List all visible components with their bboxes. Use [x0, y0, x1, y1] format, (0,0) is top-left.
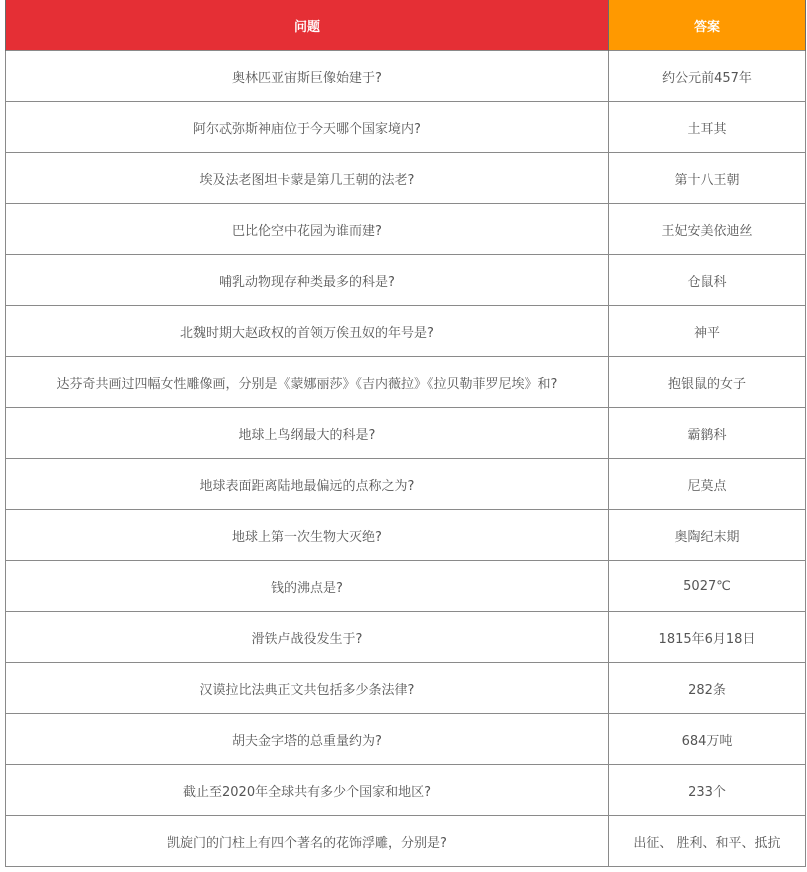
table-row — [6, 459, 806, 510]
table-row — [6, 306, 806, 357]
question-cell: 凯旋门的门柱上有四个著名的花饰浮雕，分别是? — [6, 816, 609, 867]
question-cell: 达芬奇共画过四幅女性雕像画，分别是《蒙娜丽莎》《吉内薇拉》《拉贝勒菲罗尼埃》和? — [6, 357, 609, 408]
answer-cell: 282条 — [609, 663, 806, 714]
table-body — [6, 51, 806, 867]
answer-cell: 尼莫点 — [609, 459, 806, 510]
answer-cell: 684万吨 — [609, 714, 806, 765]
answer-cell: 出征、 胜利、和平、抵抗 — [609, 816, 806, 867]
answer-cell: 土耳其 — [609, 102, 806, 153]
qa-table — [5, 0, 806, 867]
table-row — [6, 153, 806, 204]
question-cell: 哺乳动物现存种类最多的科是? — [6, 255, 609, 306]
answer-cell: 王妃安美依迪丝 — [609, 204, 806, 255]
answer-cell: 5027℃ — [609, 561, 806, 612]
answer-cell: 奥陶纪末期 — [609, 510, 806, 561]
answer-cell: 233个 — [609, 765, 806, 816]
table-row — [6, 714, 806, 765]
answer-cell: 神平 — [609, 306, 806, 357]
answer-cell: 霸鹟科 — [609, 408, 806, 459]
question-cell: 截止至2020年全球共有多少个国家和地区? — [6, 765, 609, 816]
answer-cell: 约公元前457年 — [609, 51, 806, 102]
table-row — [6, 510, 806, 561]
question-cell: 北魏时期大赵政权的首领万俟丑奴的年号是? — [6, 306, 609, 357]
question-cell: 阿尔忒弥斯神庙位于今天哪个国家境内? — [6, 102, 609, 153]
question-cell: 钱的沸点是? — [6, 561, 609, 612]
table-row — [6, 816, 806, 867]
answer-cell: 第十八王朝 — [609, 153, 806, 204]
question-cell: 巴比伦空中花园为谁而建? — [6, 204, 609, 255]
answer-column-header: 答案 — [609, 0, 806, 51]
question-cell: 奥林匹亚宙斯巨像始建于? — [6, 51, 609, 102]
table-row — [6, 765, 806, 816]
table-row — [6, 51, 806, 102]
table-row — [6, 102, 806, 153]
question-cell: 胡夫金字塔的总重量约为? — [6, 714, 609, 765]
table-row — [6, 408, 806, 459]
answer-cell: 仓鼠科 — [609, 255, 806, 306]
question-cell: 地球表面距离陆地最偏远的点称之为? — [6, 459, 609, 510]
table-row — [6, 612, 806, 663]
table-row — [6, 561, 806, 612]
table-row — [6, 255, 806, 306]
question-column-header: 问题 — [6, 0, 609, 51]
table-row — [6, 357, 806, 408]
question-cell: 汉谟拉比法典正文共包括多少条法律? — [6, 663, 609, 714]
answer-cell: 抱银鼠的女子 — [609, 357, 806, 408]
table-row — [6, 663, 806, 714]
table-row — [6, 204, 806, 255]
question-cell: 埃及法老图坦卡蒙是第几王朝的法老? — [6, 153, 609, 204]
question-cell: 滑铁卢战役发生于? — [6, 612, 609, 663]
table-header-row — [6, 0, 806, 51]
question-cell: 地球上鸟纲最大的科是? — [6, 408, 609, 459]
question-cell: 地球上第一次生物大灭绝? — [6, 510, 609, 561]
answer-cell: 1815年6月18日 — [609, 612, 806, 663]
